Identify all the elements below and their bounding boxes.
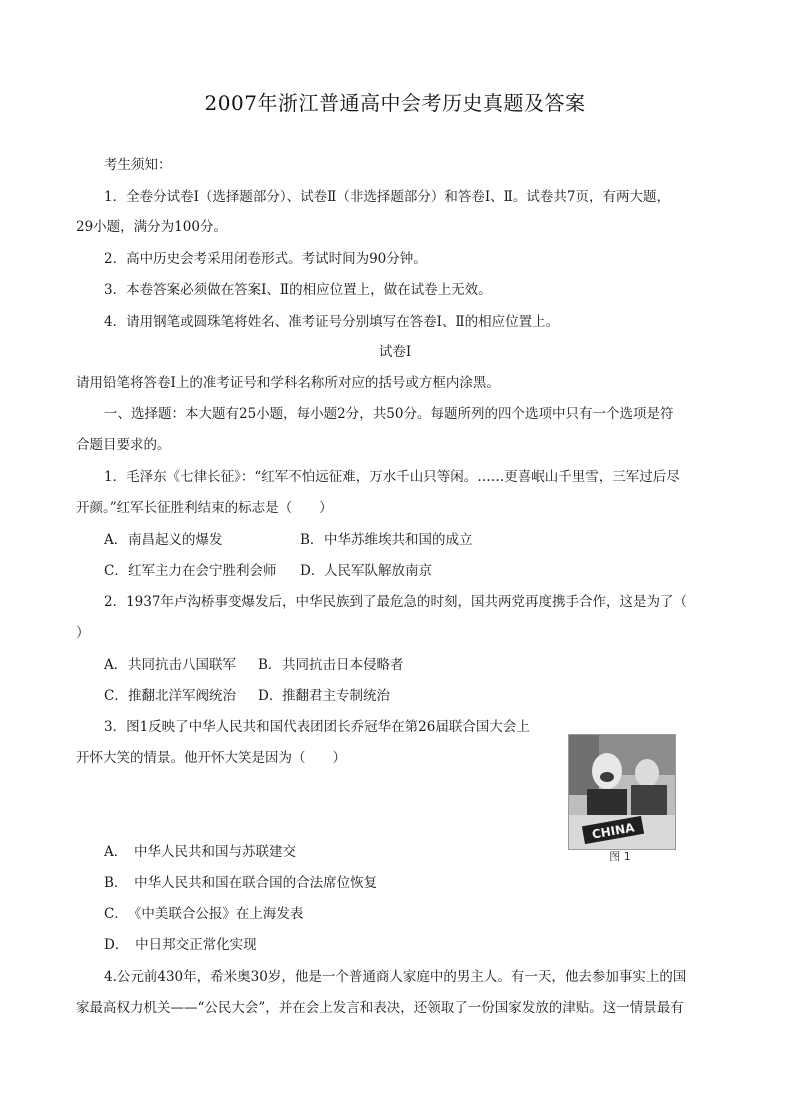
- option-text: 人民军队解放南京: [324, 563, 432, 579]
- option-letter: B．: [258, 657, 282, 673]
- china-placard-text: CHINA: [590, 820, 636, 842]
- question-1-stem: 1．毛泽东《七律长征》：“红军不怕远征难，万水千山只等闲。……更喜岷山千里雪，三军过后尽: [104, 469, 680, 485]
- question-1-option-b: [300, 530, 473, 550]
- question-2-option-d: [258, 686, 390, 706]
- option-letter: D．: [258, 688, 283, 704]
- option-letter: C．: [104, 563, 128, 579]
- question-1-option-c: [104, 561, 277, 581]
- part1-intro: 一、选择题：本大题有25小题，每小题2分，共50分。每题所列的四个选项中只有一个选项是符: [104, 406, 674, 422]
- question-1-stem-cont: 开颜。”红军长征胜利结束的标志是（ ）: [76, 500, 333, 516]
- question-3-stem-cont: 开怀大笑的情景。他开怀大笑是因为（ ）: [76, 750, 346, 766]
- option-letter: A．: [104, 657, 128, 673]
- notice-item-3: 3．本卷答案必须做在答案Ⅰ、Ⅱ的相应位置上，做在试卷上无效。: [104, 282, 492, 298]
- notice-item-4: 4．请用钢笔或圆珠笔将姓名、准考证号分别填写在答卷Ⅰ、Ⅱ的相应位置上。: [104, 314, 560, 330]
- question-2-stem: 2．1937年卢沟桥事变爆发后，中华民族到了最危急的时刻，国共两党再度携手合作，这是为了（: [104, 594, 687, 610]
- question-2-option-c: [104, 686, 236, 706]
- question-4-stem: 4.公元前430年，希米奥30岁，他是一个普通商人家庭中的男主人。有一天，他去参加事实上的国: [104, 969, 687, 985]
- question-3-option-b: B． 中华人民共和国在联合国的合法席位恢复: [104, 875, 378, 891]
- notice-item-2: 2．高中历史会考采用闭卷形式。考试时间为90分钟。: [104, 251, 427, 267]
- question-2-stem-cont: ）: [76, 625, 90, 641]
- option-text: 红军主力在会宁胜利会师: [128, 563, 277, 579]
- option-letter: A．: [104, 532, 128, 548]
- notice-heading: 考生须知：: [104, 157, 172, 173]
- option-text: 中华苏维埃共和国的成立: [324, 532, 473, 548]
- question-2-option-b: [258, 655, 404, 675]
- part1-intro-cont: 合题目要求的。: [76, 437, 171, 453]
- figure-1-caption: 图 1: [609, 850, 631, 863]
- question-2-option-a: [104, 655, 236, 675]
- option-letter: D．: [300, 563, 325, 579]
- option-text: 共同抗击八国联军: [128, 657, 236, 673]
- option-text: 推翻北洋军阀统治: [128, 688, 236, 704]
- page-title: 2007年浙江普通高中会考历史真题及答案: [204, 91, 586, 115]
- option-letter: B．: [300, 532, 324, 548]
- delegation-photo-illustration: [569, 735, 675, 849]
- option-letter: C．: [104, 688, 128, 704]
- question-3-option-a: A． 中华人民共和国与苏联建交: [104, 844, 296, 860]
- question-1-option-a: [104, 530, 223, 550]
- option-text: 共同抗击日本侵略者: [282, 657, 404, 673]
- question-3-option-c: C． 《中美联合公报》在上海发表: [104, 906, 304, 922]
- question-1-option-d: [300, 561, 432, 581]
- option-text: 推翻君主专制统治: [282, 688, 390, 704]
- question-4-stem-cont: 家最高权力机关——“公民大会”，并在会上发言和表决，还领取了一份国家发放的津贴。这一情景最有: [76, 1000, 684, 1016]
- section-instruction: 请用铅笔将答卷Ⅰ上的准考证号和学科名称所对应的括号或方框内涂黑。: [76, 375, 500, 391]
- option-text: 南昌起义的爆发: [128, 532, 223, 548]
- question-3-option-d: D． 中日邦交正常化实现: [104, 937, 257, 953]
- section-heading: 试卷Ⅰ: [378, 344, 412, 360]
- question-3-stem: 3．图1反映了中华人民共和国代表团团长乔冠华在第26届联合国大会上: [104, 719, 530, 735]
- figure-1-photo: [568, 734, 676, 850]
- notice-item-1-cont: 29小题，满分为100分。: [76, 219, 227, 235]
- notice-item-1: 1．全卷分试卷Ⅰ（选择题部分）、试卷Ⅱ（非选择题部分）和答卷Ⅰ、Ⅱ。试卷共7页，有两大题，: [104, 189, 670, 205]
